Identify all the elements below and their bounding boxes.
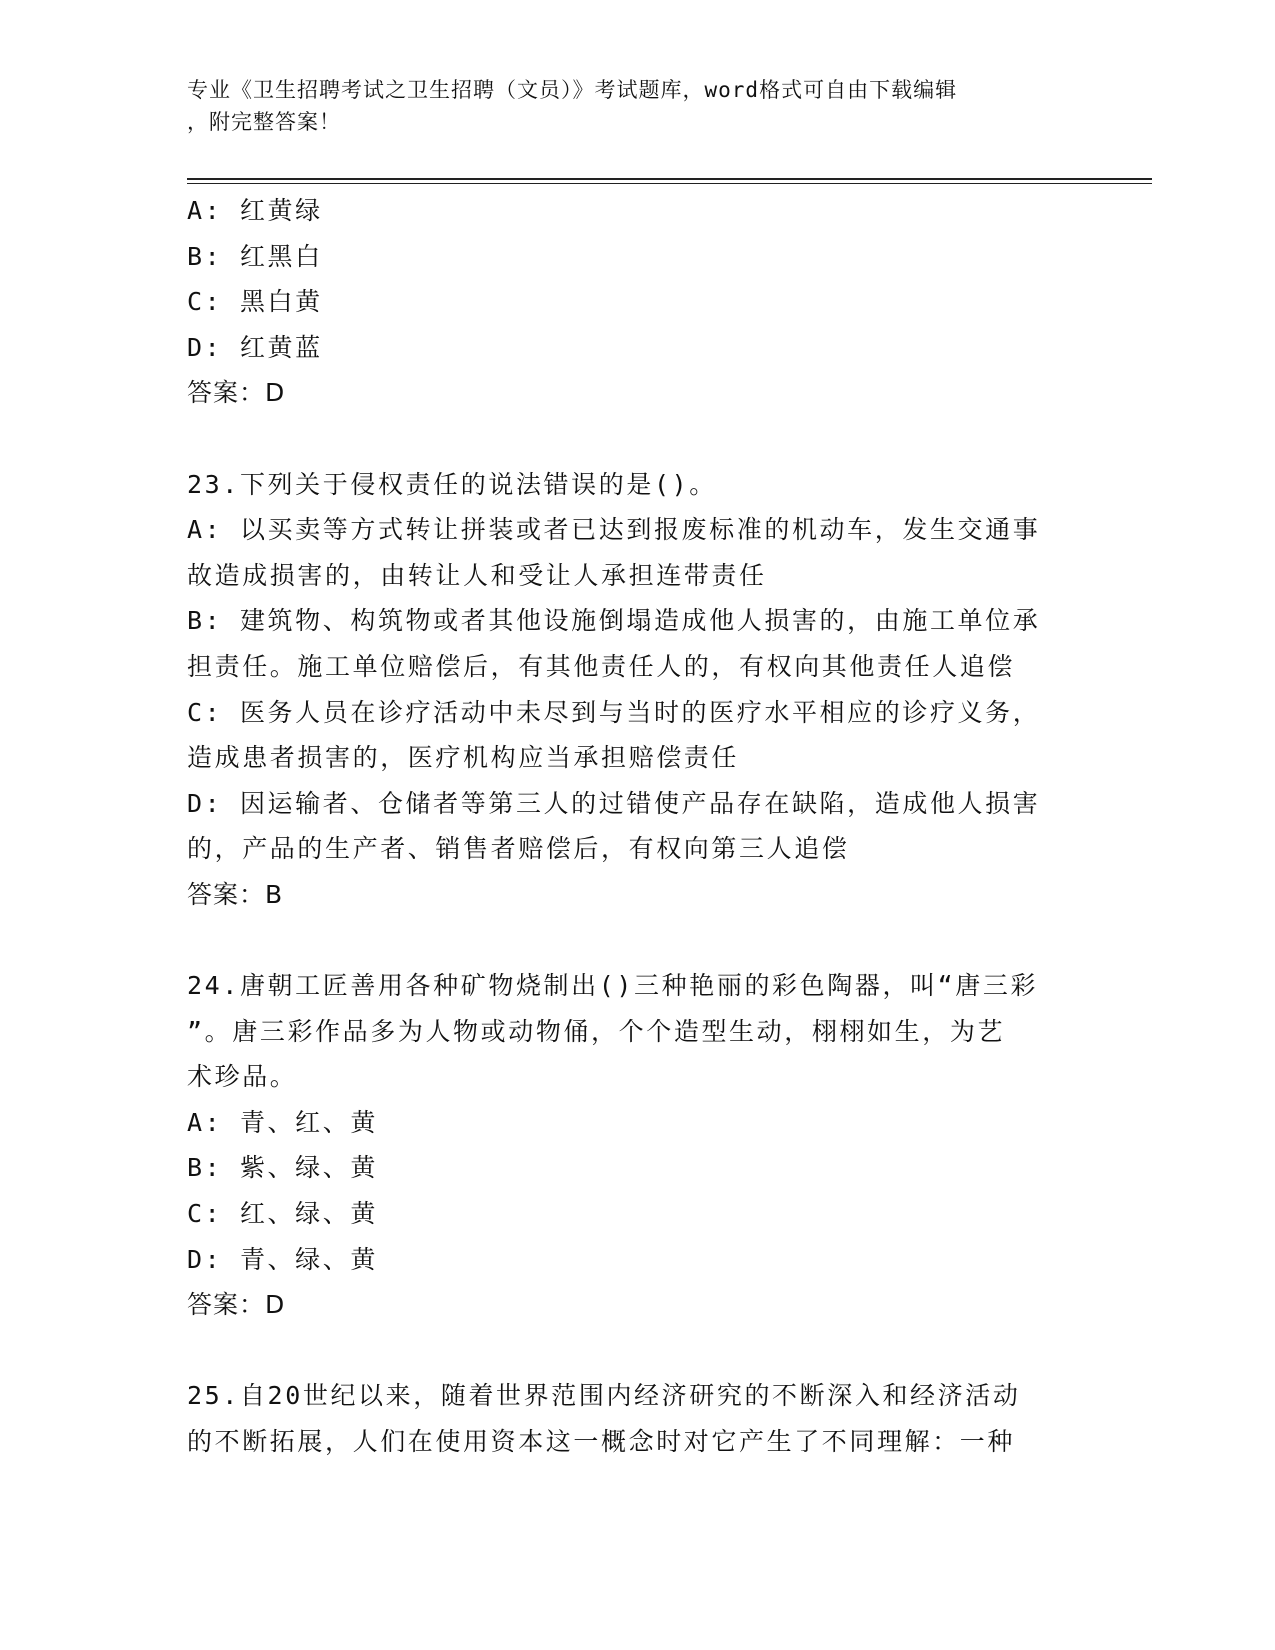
header-divider-thick — [187, 178, 1152, 180]
header-line-1: 专业《卫生招聘考试之卫生招聘（文员）》考试题库，word格式可自由下载编辑 — [187, 78, 958, 102]
spacer — [187, 918, 1077, 964]
option-d: D: 青、绿、黄 — [187, 1244, 378, 1274]
answer: 答案：B — [187, 879, 284, 909]
question-content — [187, 188, 1077, 1465]
answer: 答案：D — [187, 1290, 286, 1320]
spacer — [187, 1328, 1077, 1374]
question-stem-cont: 术珍品。 — [187, 1062, 298, 1092]
option-c: C: 红、绿、黄 — [187, 1199, 378, 1229]
option-b-cont: 担责任。施工单位赔偿后，有其他责任人的，有权向其他责任人追偿 — [187, 651, 1016, 681]
spacer — [187, 416, 1077, 462]
answer: 答案：D — [187, 378, 286, 408]
question-25 — [187, 1373, 1077, 1464]
option-b: B: 红黑白 — [187, 241, 323, 271]
option-d: D: 红黄蓝 — [187, 332, 323, 362]
header-divider-thin — [187, 183, 1152, 184]
option-b: B: 建筑物、构筑物或者其他设施倒塌造成他人损害的，由施工单位承 — [187, 606, 1041, 636]
option-a: A: 以买卖等方式转让拼装或者已达到报废标准的机动车，发生交通事 — [187, 515, 1041, 545]
option-d-cont: 的，产品的生产者、销售者赔偿后，有权向第三人追偿 — [187, 834, 850, 864]
question-stem: 23.下列关于侵权责任的说法错误的是()。 — [187, 469, 717, 499]
document-header — [187, 74, 1067, 138]
option-c: C: 黑白黄 — [187, 287, 323, 317]
option-a: A: 红黄绿 — [187, 196, 323, 225]
question-stem: 24.唐朝工匠善用各种矿物烧制出()三种艳丽的彩色陶器，叫“唐三彩 — [187, 971, 1039, 1001]
option-c-cont: 造成患者损害的，医疗机构应当承担赔偿责任 — [187, 743, 740, 773]
option-b: B: 紫、绿、黄 — [187, 1153, 378, 1183]
question-stem: 25.自20世纪以来，随着世界范围内经济研究的不断深入和经济活动 — [187, 1381, 1021, 1411]
option-a-cont: 故造成损害的，由转让人和受让人承担连带责任 — [187, 560, 767, 590]
option-d: D: 因运输者、仓储者等第三人的过错使产品存在缺陷，造成他人损害 — [187, 788, 1041, 818]
question-stem-cont: 的不断拓展，人们在使用资本这一概念时对它产生了不同理解：一种 — [187, 1427, 1016, 1457]
question-22 — [187, 188, 1077, 416]
question-24 — [187, 963, 1077, 1328]
option-a: A: 青、红、黄 — [187, 1107, 378, 1137]
header-line-2: ，附完整答案！ — [187, 110, 341, 134]
option-c: C: 医务人员在诊疗活动中未尽到与当时的医疗水平相应的诊疗义务， — [187, 697, 1041, 727]
question-stem-cont: ”。唐三彩作品多为人物或动物俑，个个造型生动，栩栩如生，为艺 — [187, 1016, 1006, 1046]
question-23 — [187, 462, 1077, 918]
